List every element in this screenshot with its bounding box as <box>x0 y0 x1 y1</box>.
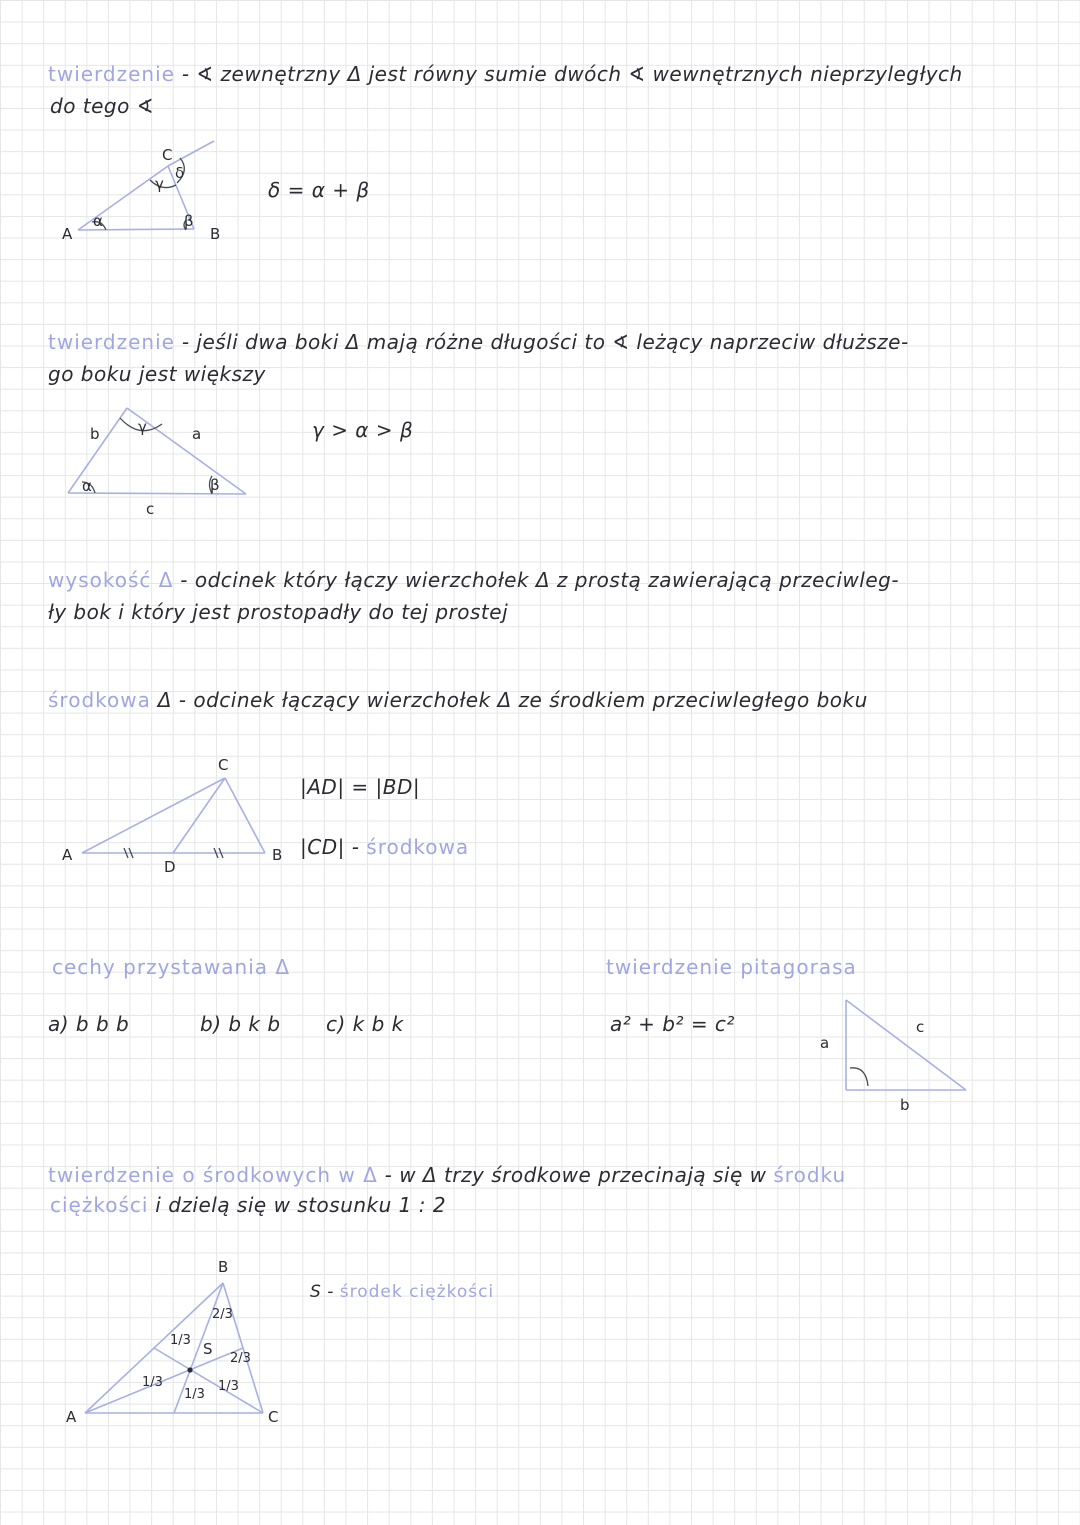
fig1-alpha: α <box>93 212 103 230</box>
median-title: środkowa <box>48 688 151 712</box>
fig2-side-a: a <box>192 425 202 443</box>
theorem1-title: twierdzenie <box>48 62 175 86</box>
fig2-side-b: b <box>90 425 100 443</box>
congruence-title: cechy przystawania Δ <box>52 955 291 979</box>
svg-text:2/3: 2/3 <box>212 1307 233 1322</box>
fig1-label-A: A <box>62 225 73 243</box>
median-eq2-prefix: |CD| - <box>300 835 360 859</box>
centroid-hl-end: środku <box>773 1163 847 1187</box>
fig1-label-B: B <box>210 225 221 243</box>
centroid-triangle <box>0 0 300 1440</box>
fig4-label-D: D <box>164 858 176 876</box>
theorem2-text: - jeśli dwa boki Δ mają różne długości to ∢ leżący naprzeciw dłuższe- <box>181 330 909 354</box>
fig7-label-S: S <box>203 1340 213 1358</box>
centroid-line2-hl: ciężkości <box>50 1193 149 1217</box>
fig7-label-A: A <box>66 1408 77 1426</box>
exterior-angle-formula: δ = α + β <box>268 178 370 202</box>
altitude-line2: ły bok i który jest prostopadły do tej prostej <box>48 600 509 624</box>
altitude-title: wysokość Δ <box>48 568 174 592</box>
fig2-alpha: α <box>82 477 92 495</box>
svg-text:1/3: 1/3 <box>170 1333 191 1348</box>
centroid-note <box>310 1282 494 1302</box>
fig2-side-c: c <box>146 500 155 518</box>
altitude-text: - odcinek który łączy wierzchołek Δ z prostą zawierającą przeciwleg- <box>180 568 900 592</box>
centroid-note-hl: środek ciężkości <box>339 1282 495 1302</box>
fig4-label-A: A <box>62 846 73 864</box>
theorem1-line2: do tego ∢ <box>50 94 154 118</box>
fig2-beta: β <box>210 476 220 494</box>
congruence-item-c: c) k b k <box>326 1012 404 1036</box>
centroid-text: - w Δ trzy środkowe przecinają się w <box>384 1163 767 1187</box>
fig7-label-C: C <box>268 1408 279 1426</box>
svg-text:1/3: 1/3 <box>218 1379 239 1394</box>
fig1-gamma: γ <box>155 175 164 193</box>
median-eq1: |AD| = |BD| <box>300 775 421 799</box>
pythagoras-formula: a² + b² = c² <box>610 1012 735 1036</box>
fig6-side-a: a <box>820 1034 830 1052</box>
fig6-side-b: b <box>900 1096 910 1114</box>
congruence-item-b: b) b k b <box>200 1012 281 1036</box>
fig6-side-c: c <box>916 1018 925 1036</box>
fig4-label-B: B <box>272 846 283 864</box>
pythagoras-title: twierdzenie pitagorasa <box>606 955 857 979</box>
svg-text:2/3: 2/3 <box>230 1351 251 1366</box>
svg-text:1/3: 1/3 <box>184 1387 205 1402</box>
fig1-label-C: C <box>162 146 173 164</box>
median-eq2-hl: środkowa <box>366 835 470 859</box>
median-text: Δ - odcinek łączący wierzchołek Δ ze środkiem przeciwległego boku <box>157 688 868 712</box>
centroid-line2-text: i dzielą się w stosunku 1 : 2 <box>155 1193 447 1217</box>
fig7-label-B: B <box>218 1258 229 1276</box>
congruence-item-a: a) b b b <box>48 1012 130 1036</box>
svg-text:1/3: 1/3 <box>142 1375 163 1390</box>
fig4-label-C: C <box>218 756 229 774</box>
fig1-beta: β <box>184 212 194 230</box>
fig1-delta: δ <box>175 164 185 182</box>
theorem1-text: - ∢ zewnętrzny Δ jest równy sumie dwóch ∢ wewnętrznych nieprzyległych <box>181 62 963 86</box>
fig2-gamma: γ <box>138 418 147 436</box>
centroid-title: twierdzenie o środkowych w Δ <box>48 1163 378 1187</box>
angle-relation: γ > α > β <box>312 418 414 442</box>
centroid-note-prefix: S - <box>310 1282 334 1302</box>
theorem2-line2: go boku jest większy <box>48 362 266 386</box>
theorem2-title: twierdzenie <box>48 330 175 354</box>
